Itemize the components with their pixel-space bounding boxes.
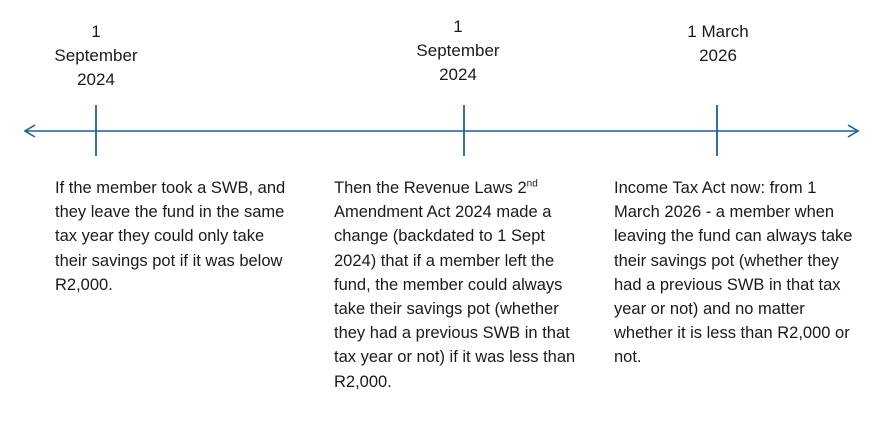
event-date-1: 1 September 2024 [54, 22, 138, 89]
event-date-2: 1 September 2024 [416, 17, 500, 84]
event-description-1: If the member took a SWB, and they leave the fund in the same tax year they could only take their savings pot if it was below R2,000. [55, 179, 286, 294]
event-date-3: 1 March 2026 [687, 22, 749, 65]
event-description-2-part-1: Then the Revenue Laws 2 [334, 179, 527, 197]
event-description-3: Income Tax Act now: from 1 March 2026 - a member when leaving the fund can always take their savings pot (whether they had a previous SWB in that tax year or not) and no matter whether it is less than R2,000 or not. [614, 179, 853, 367]
event-description-2-superscript: nd [526, 178, 538, 190]
event-description-2-part-2: Amendment Act 2024 made a change (backdated to 1 Sept 2024) that if a member left the fund, the member could always take their savings pot (whether they had a previous SWB in that tax year or not) if it was less than R2,000. [334, 203, 576, 391]
event-description-2 [334, 176, 579, 394]
